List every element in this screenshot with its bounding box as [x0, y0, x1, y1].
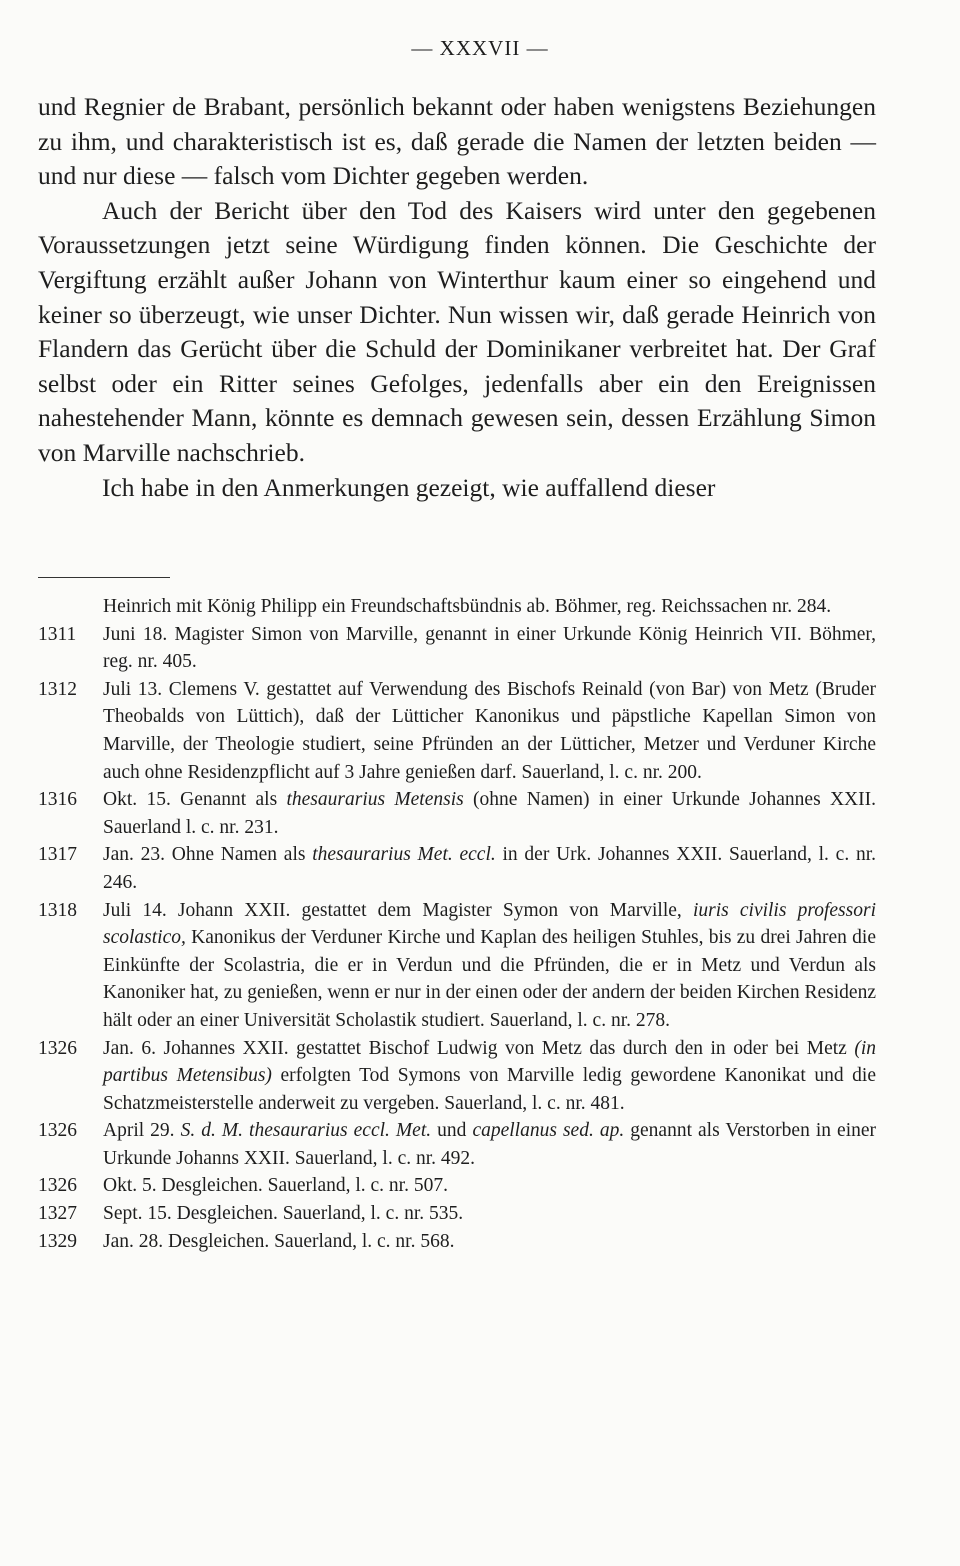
entry-year: 1326 [38, 1120, 77, 1142]
entry-text: Jan. 28. Desgleichen. Sauerland, l. c. nr. 568. [103, 1230, 455, 1252]
chronology-entry [38, 676, 876, 786]
entry-text: Jan. 23. Ohne Namen als [103, 844, 313, 866]
main-text [38, 90, 876, 505]
latin-term: thesaurarius Met. eccl. [312, 844, 496, 866]
entry-text: April 29. [103, 1120, 181, 1142]
paragraph: Ich habe in den Anmerkungen gezeigt, wie auffallend dieser [102, 472, 716, 502]
entry-year: 1316 [38, 789, 77, 811]
entry-text: Juli 13. Clemens V. gestattet auf Verwendung des Bischofs Reinald (von Bar) von Metz (Bruder Theobalds von Lüttich), daß der Lütticher Kanonikus und päpstliche Kapellan Simon von Marville, der Theologie studiert, seine Pfründen an der Lütticher, Metzer und Verduner Kirche auch ohne Residenzpflicht auf 3 Jahre genießen darf. Sauerland, l. c. nr. 200. [103, 678, 876, 783]
chronology-entry [38, 1117, 876, 1172]
entry-text: Okt. 5. Desgleichen. Sauerland, l. c. nr. 507. [103, 1175, 448, 1197]
chronology-entry [38, 1200, 876, 1228]
chronology-entry [38, 1228, 876, 1256]
latin-term: thesaurarius Metensis [286, 789, 464, 811]
latin-term: iuris civilis professori scolastico, [103, 899, 876, 949]
entry-year: 1326 [38, 1175, 77, 1197]
latin-term: (in partibus Metensibus) [103, 1037, 876, 1087]
entry-year: 1326 [38, 1037, 77, 1059]
entry-text: und [431, 1120, 473, 1142]
entry-text: Jan. 6. Johannes XXII. gestattet Bischof Ludwig von Metz das durch den in oder bei Metz [103, 1037, 855, 1059]
latin-term: capellanus sed. ap. [472, 1120, 625, 1142]
chronology-entry [38, 1035, 876, 1118]
entry-text: Okt. 15. Genannt als [103, 789, 287, 811]
chronology-entry [38, 897, 876, 1035]
chronology-entry [38, 621, 876, 676]
entry-text: genannt als Verstorben in einer Urkunde Johanns XXII. Sauerland, l. c. nr. 492. [103, 1120, 877, 1169]
entry-year: 1329 [38, 1230, 77, 1252]
entry-text: Juni 18. Magister Simon von Marville, genannt in einer Urkunde König Heinrich VII. Böhmer, reg. nr. 405. [103, 623, 876, 673]
entry-year: 1318 [38, 899, 77, 921]
chronology-entry [38, 1172, 876, 1200]
entry-text: Heinrich mit König Philipp ein Freundschaftsbündnis ab. Böhmer, reg. Reichssachen nr. 284. [103, 596, 832, 617]
entry-text: Kanonikus der Verduner Kirche und Kaplan des heiligen Stuhles, bis zu drei Jahren die Einkünfte der Scolastria, die er in Verdun und die Pfründen, die er in Metz und Verdun als Kanoniker hat, zu genießen, wenn er nur in der einen oder der andern der beiden Kirchen Residenz hält oder an einer Universität Scholastik studiert. Sauerland, l. c. nr. 278. [103, 927, 876, 1031]
entry-year: 1327 [38, 1203, 77, 1225]
paragraph: Auch der Bericht über den Tod des Kaisers wird unter den gegebenen Voraussetzungen jetzt seine Würdigung finden können. Die Geschichte der Vergiftung erzählt außer Johann von Winterthur kaum einer so eingehend und keiner so überzeugt, wie unser Dichter. Nun wissen wir, daß gerade Heinrich von Flandern das Gerücht über die Schuld der Dominikaner verbreitet hat. Der Graf selbst oder ein Ritter seines Gefolges, jedenfalls aber ein den Ereignissen nahestehender Mann, könnte es demnach gewesen sein, dessen Erzählung Simon von Marville nachschrieb. [38, 195, 876, 467]
paragraph: und Regnier de Brabant, persönlich bekannt oder haben wenigstens Beziehungen zu ihm, und charakteristisch ist es, daß gerade die Namen der letzten beiden — und nur diese — falsch vom Dichter gegeben werden. [38, 92, 876, 191]
entry-text: (ohne Namen) in einer Urkunde Johannes XXII. Sauerland l. c. nr. 231. [103, 789, 876, 838]
latin-term: S. d. M. thesaurarius eccl. Met. [180, 1120, 432, 1142]
entry-text: erfolgten Tod Symons von Marville ledig gewordene Kanonikat und die Schatzmeisterstelle anderweit zu vergeben. Sauerland, l. c. nr. 481. [103, 1065, 876, 1114]
entry-year: 1317 [38, 844, 77, 866]
chronology-entry [38, 786, 876, 841]
entry-year: 1311 [38, 623, 77, 645]
entry-text: Juli 14. Johann XXII. gestattet dem Magister Symon von Marville, [103, 899, 693, 921]
entry-text: Sept. 15. Desgleichen. Sauerland, l. c. nr. 535. [103, 1203, 464, 1225]
chronology-entry [38, 841, 876, 896]
page-number: — XXXVII — [411, 36, 549, 60]
chronology-entry [38, 593, 876, 621]
entry-year: 1312 [38, 678, 77, 700]
entry-text: in der Urk. Johannes XXII. Sauerland, l. c. nr. 246. [103, 844, 876, 893]
footnotes [38, 593, 876, 1255]
footnote-divider [38, 577, 170, 578]
